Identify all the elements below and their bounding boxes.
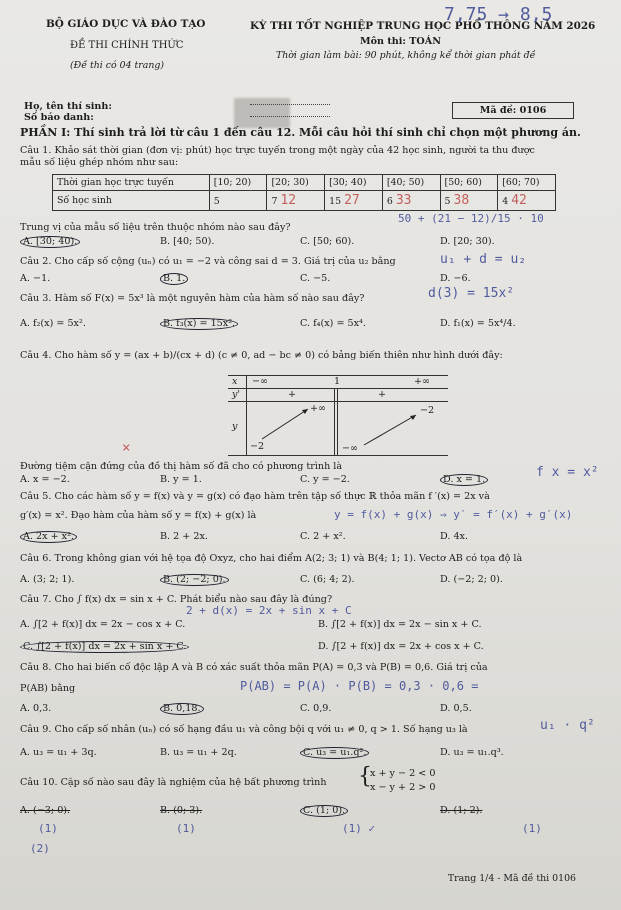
vt-x-label: x [232,376,238,387]
q1-option-c[interactable]: C. [50; 60). [300,236,355,247]
system-brace: { [358,764,372,789]
q10-text: Câu 10. Cặp số nào sau đây là nghiệm của hệ bất phương trình [20,777,327,788]
q10-mark: (1) [38,822,58,835]
q9-option-d[interactable]: D. u₃ = u₁.q³. [440,747,504,758]
vt-yprime-label: y' [232,389,241,400]
count-cell [498,191,556,211]
q6-options [20,574,580,586]
q9-option-a[interactable]: A. u₃ = u₁ + 3q. [20,747,97,758]
q8-option-d[interactable]: D. 0,5. [440,703,472,714]
q3-option-d[interactable]: D. f₁(x) = 5x⁴/4. [440,318,516,329]
q4-option-a[interactable]: A. x = −2. [20,474,70,485]
q10-option-a[interactable]: A. (−3; 0). [20,805,71,816]
q10-option-d[interactable]: D. (1; 2). [440,805,483,816]
q10-mark: (1) ✓ [342,822,376,835]
q5-option-c[interactable]: C. 2 + x². [300,531,346,542]
q2-text: Câu 2. Cho cấp số cộng (uₙ) có u₁ = −2 và công sai d = 3. Giá trị của u₂ bằng [20,256,396,267]
q9-option-c[interactable]: C. u₃ = u₁.q². [300,747,440,759]
q10-mark: (2) [30,842,50,855]
q7-option-d[interactable]: D. ∫[2 + f(x)] dx = 2x + cos x + C. [318,641,484,652]
name-line [250,104,330,105]
q7-note: 2 + d(x) = 2x + sin x + C [186,604,352,617]
q6-option-b[interactable]: B. (2; −2; 0). [160,574,300,586]
subject: Môn thi: TOÁN [360,36,441,47]
count-value: 6 [386,196,393,207]
cumulative-note: 33 [395,193,412,208]
table-header-time: Thời gian học trực tuyến [53,175,210,191]
exam-code-box: Mã đề: 0106 [452,102,574,119]
q1-stem: Trung vị của mẫu số liệu trên thuộc nhóm nào sau đây? [20,222,291,233]
q10-system-line2: x − y + 2 > 0 [370,782,436,793]
q6-option-d[interactable]: D. (−2; 2; 0). [440,574,503,585]
q1-option-d[interactable]: D. [20; 30). [440,236,495,247]
page-footer: Trang 1/4 - Mã đề thi 0106 [447,873,576,884]
q3-option-b[interactable]: B. f₃(x) = 15x². [160,318,300,330]
q5-option-d[interactable]: D. 4x. [440,531,469,542]
q4-option-b[interactable]: B. y = 1. [160,474,202,485]
q5-note: y = f(x) + g(x) ⇒ y′ = f′(x) + g′(x) [334,508,573,521]
q4-stem: Đường tiệm cận đứng của đồ thị hàm số đã cho có phương trình là [20,461,343,472]
q3-text: Câu 3. Hàm số F(x) = 5x³ là một nguyên hàm của hàm số nào sau đây? [20,293,365,304]
interval-cell: [40; 50) [382,175,440,191]
q1-text-line1: Câu 1. Khảo sát thời gian (đơn vị: phút) học trực tuyến trong một ngày của 42 học sinh, người ta thu được [20,145,535,156]
exam-title: KỲ THI TỐT NGHIỆP TRUNG HỌC PHỔ THÔNG NĂM 2026 [250,20,596,32]
q1-text-line2: mẫu số liệu ghép nhóm như sau: [20,157,179,168]
vt-sign-right: + [378,389,387,400]
time-note: Thời gian làm bài: 90 phút, không kể thời gian phát đề [276,50,536,61]
score-note: 7,75 → 8,5 [444,4,553,25]
q5-option-b[interactable]: B. 2 + 2x. [160,531,208,542]
vt-x-pos-inf: +∞ [414,376,431,387]
vt-y-right-bottom: −∞ [342,443,359,454]
count-value: 7 [271,196,278,207]
id-label: Số báo danh: [24,112,94,123]
q10-option-b[interactable]: B. (0; 3). [160,805,203,816]
interval-cell: [30; 40) [325,175,383,191]
variation-table [228,375,448,455]
q1-note: 50 + (21 − 12)/15 · 10 [398,212,544,225]
vt-y-label: y [232,421,238,432]
official-label: ĐỀ THI CHÍNH THỨC [70,40,184,51]
q3-option-c[interactable]: C. f₄(x) = 5x⁴. [300,318,366,329]
q7-option-a[interactable]: A. ∫[2 + f(x)] dx = 2x − cos x + C. [20,619,186,630]
q2-options [20,273,580,285]
interval-cell: [60; 70) [498,175,556,191]
q8-note: P(AB) = P(A) · P(B) = 0,3 · 0,6 = [240,679,479,693]
cumulative-note: 12 [280,193,297,208]
q2-option-b[interactable]: B. 1. [160,273,300,285]
table-row-intervals [53,175,556,191]
q10-mark: (1) [176,822,196,835]
q2-note: u₁ + d = u₂ [440,252,527,267]
q1-options [20,236,580,248]
count-value: 5 [444,196,451,207]
q6-option-c[interactable]: C. (6; 4; 2). [300,574,355,585]
pages-note: (Đề thi có 04 trang) [70,60,165,71]
count-cell [267,191,325,211]
q8-text-line1: Câu 8. Cho hai biến cố độc lập A và B có xác suất thỏa mãn P(A) = 0,3 và P(B) = 0,6. Giá trị của [20,662,488,673]
q5-options [20,531,580,543]
vt-y-left-bottom: −2 [250,441,265,452]
count-value: 4 [502,196,509,207]
q4-text: Câu 4. Cho hàm số y = (ax + b)/(cx + d) (c ≠ 0, ad − bc ≠ 0) có bảng biến thiên như hình dưới đây: [20,350,503,361]
q2-option-d[interactable]: D. −6. [440,273,471,284]
q8-option-c[interactable]: C. 0,9. [300,703,332,714]
q8-option-a[interactable]: A. 0,3. [20,703,52,714]
q7-option-b[interactable]: B. ∫[2 + f(x)] dx = 2x − sin x + C. [318,619,482,630]
q10-mark: (1) [522,822,542,835]
q3-option-a[interactable]: A. f₂(x) = 5x². [20,318,86,329]
q10-options [20,805,580,817]
name-label: Họ, tên thí sinh: [24,101,112,112]
q3-note: d(3) = 15x² [428,286,515,301]
count-value: 15 [329,196,342,207]
q4-option-d[interactable]: D. x = 1. [440,474,580,486]
q8-option-b[interactable]: B. 0,18. [160,703,300,715]
vt-arrows [228,375,448,455]
interval-cell: [50; 60) [440,175,498,191]
vt-sign-left: + [288,389,297,400]
cumulative-note: 38 [453,193,470,208]
q5-text-line1: Câu 5. Cho các hàm số y = f(x) và y = g(x) có đạo hàm trên tập số thực ℝ thỏa mãn f ′(x) = 2x và [20,491,490,502]
q5-text-line2: g′(x) = x². Đạo hàm của hàm số y = f(x) + g(x) là [20,510,257,521]
vt-x-neg-inf: −∞ [252,376,269,387]
frequency-table [52,174,556,211]
q4-options [20,474,580,486]
vt-y-left-top: +∞ [310,403,327,414]
q10-system-line1: x + y − 2 < 0 [370,768,436,779]
table-header-count: Số học sinh [53,191,210,211]
q7-option-c[interactable]: C. ∫[2 + f(x)] dx = 2x + sin x + C. [20,641,189,653]
q1-option-a[interactable]: A. [30; 40). [20,236,160,248]
q9-note: u₁ · q² [540,718,595,733]
interval-cell: [20; 30) [267,175,325,191]
count-value: 5 [213,196,220,207]
q4-note: f x = x² [536,465,599,480]
q3-options [20,318,580,330]
q10-option-c[interactable]: C. (1; 0). [300,805,440,817]
q5-option-a[interactable]: A. 2x + x². [20,531,160,543]
q1-option-b[interactable]: B. [40; 50). [160,236,215,247]
count-cell [440,191,498,211]
q8-text-line2: P(AB) bằng [20,683,76,694]
q2-option-c[interactable]: C. −5. [300,273,331,284]
q4-option-c[interactable]: C. y = −2. [300,474,350,485]
interval-cell: [10; 20) [209,175,267,191]
id-line [250,116,330,117]
vt-y-right-top: −2 [420,405,435,416]
count-cell [209,191,267,211]
q7-text: Câu 7. Cho ∫ f(x) dx = sin x + C. Phát biểu nào sau đây là đúng? [20,594,333,605]
q2-option-a[interactable]: A. −1. [20,273,51,284]
q6-option-a[interactable]: A. (3; 2; 1). [20,574,75,585]
q9-text: Câu 9. Cho cấp số nhân (uₙ) có số hạng đầu u₁ và công bội q với u₁ ≠ 0, q > 1. Số hạng u₃ là [20,724,468,735]
cumulative-note: 42 [511,193,527,208]
table-row-counts [53,191,556,211]
cumulative-note: 27 [344,193,360,208]
ministry-name: BỘ GIÁO DỤC VÀ ĐÀO TẠO [46,18,206,30]
vt-x-one: 1 [334,376,341,387]
q8-options [20,703,580,715]
count-cell [325,191,383,211]
redacted-area [234,98,290,128]
q9-options [20,747,580,759]
q6-text: Câu 6. Trong không gian với hệ tọa độ Oxyz, cho hai điểm A(2; 3; 1) và B(4; 1; 1). Vectơ AB có tọa độ là [20,553,523,564]
q9-option-b[interactable]: B. u₃ = u₁ + 2q. [160,747,237,758]
part1-title: PHẦN I: Thí sinh trả lời từ câu 1 đến câu 12. Mỗi câu hỏi thí sinh chỉ chọn một phương án. [20,126,581,139]
count-cell [382,191,440,211]
cross-mark-icon: × [122,440,131,456]
